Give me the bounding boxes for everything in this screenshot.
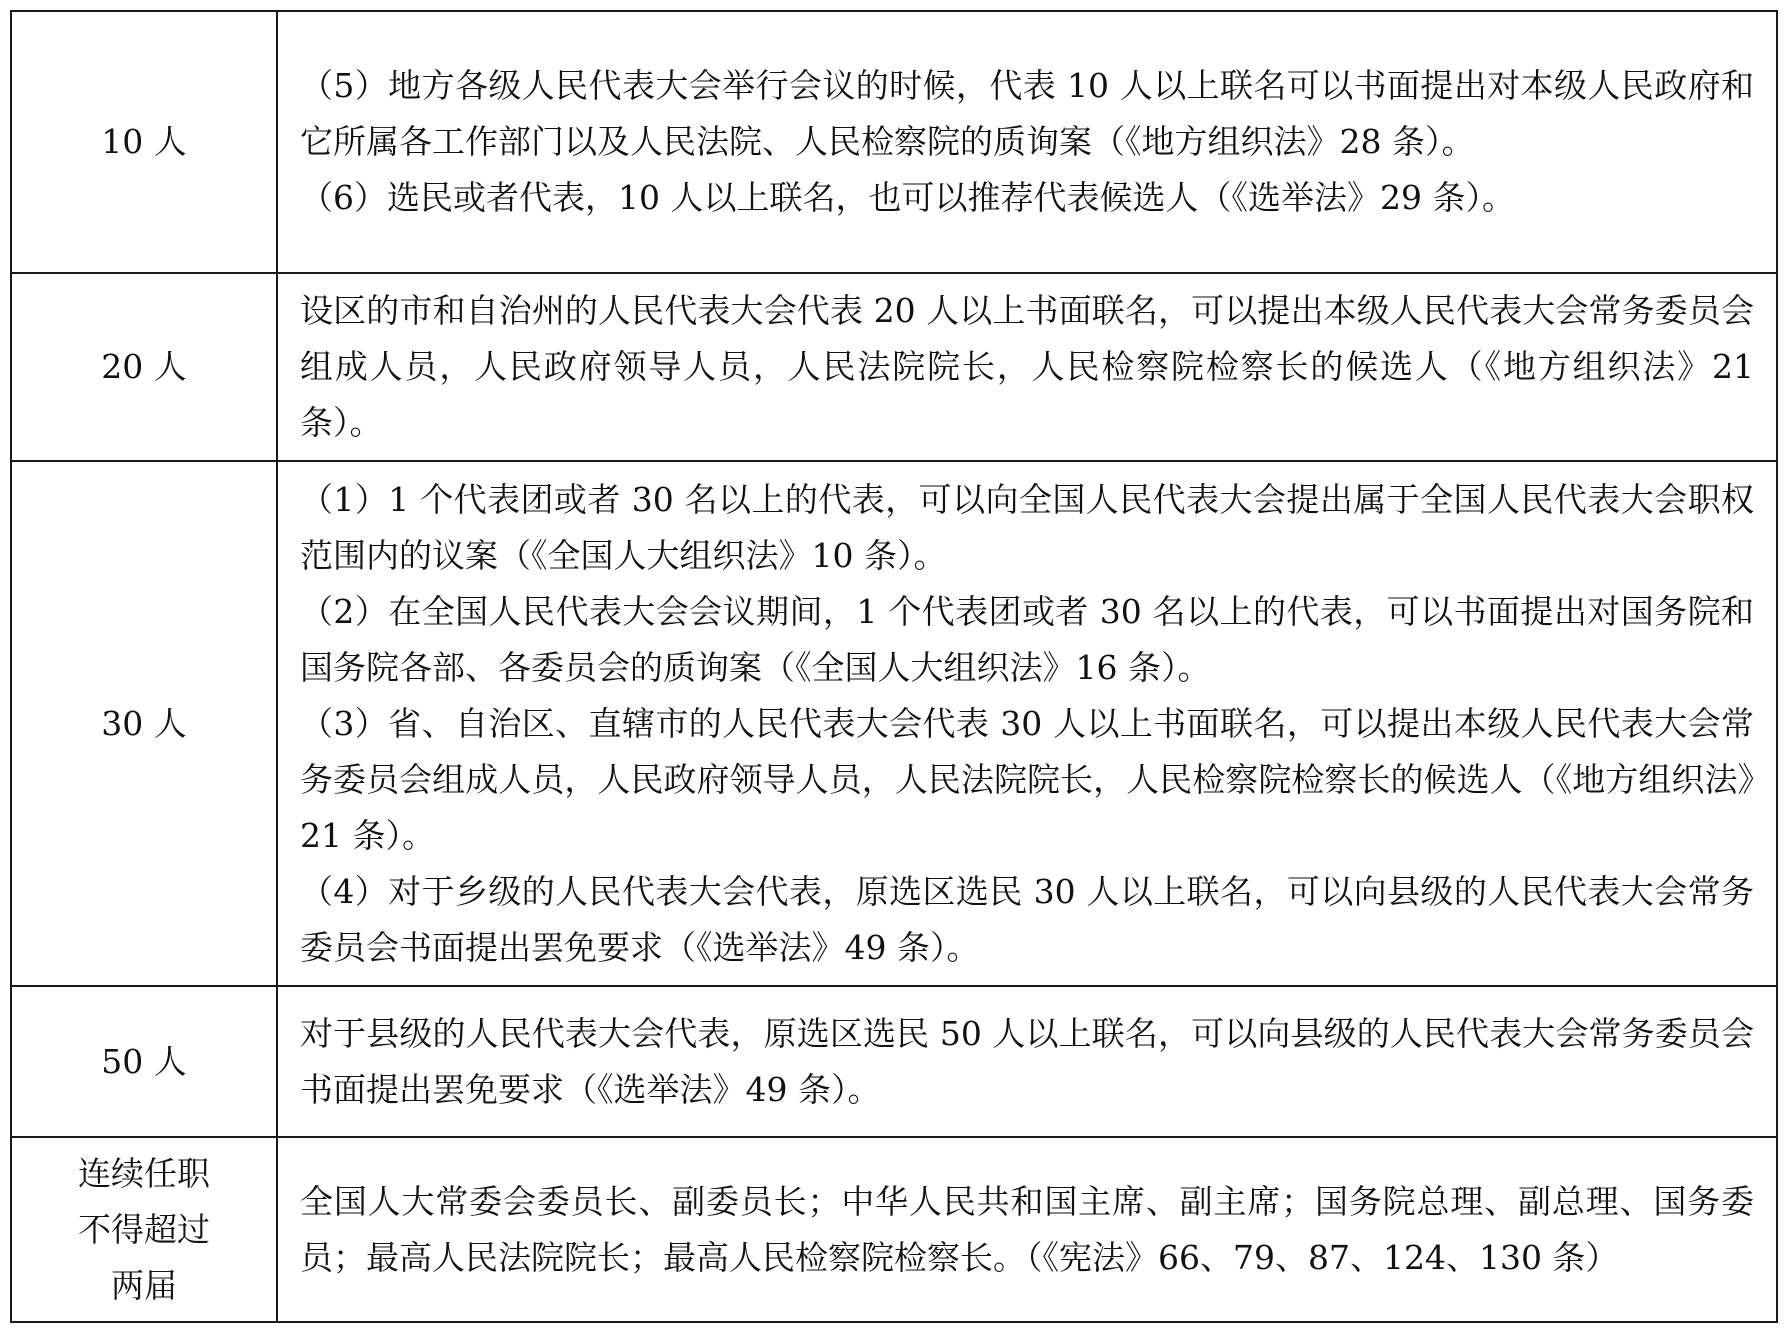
- content-cell: [277, 273, 1777, 461]
- term-limit-line: 不得超过: [78, 1209, 210, 1249]
- content-cell: [277, 1137, 1777, 1322]
- law-threshold-table: [10, 10, 1778, 1323]
- count-cell: 30 人: [11, 461, 277, 986]
- content-cell: [277, 11, 1777, 273]
- paragraph: （4）对于乡级的人民代表大会代表，原选区选民 30 人以上联名，可以向县级的人民代表大会常务委员会书面提出罢免要求（《选举法》49 条）。: [300, 871, 1754, 967]
- table-row: [11, 986, 1777, 1137]
- content-cell: [277, 461, 1777, 986]
- count-cell: 20 人: [11, 273, 277, 461]
- table-row: [11, 461, 1777, 986]
- paragraph: （5）地方各级人民代表大会举行会议的时候，代表 10 人以上联名可以书面提出对本级人民政府和它所属各工作部门以及人民法院、人民检察院的质询案（《地方组织法》28 条）。: [300, 66, 1754, 161]
- term-limit-cell: [11, 1137, 277, 1322]
- paragraph: （2）在全国人民代表大会会议期间，1 个代表团或者 30 名以上的代表，可以书面提出对国务院和国务院各部、各委员会的质询案（《全国人大组织法》16 条）。: [300, 591, 1754, 687]
- paragraph: （6）选民或者代表，10 人以上联名，也可以推荐代表候选人（《选举法》29 条）。: [300, 178, 1515, 217]
- content-cell: [277, 986, 1777, 1137]
- term-limit-line: 两届: [111, 1265, 177, 1305]
- paragraph: （3）省、自治区、直辖市的人民代表大会代表 30 人以上书面联名，可以提出本级人民代表大会常务委员会组成人员，人民政府领导人员，人民法院院长，人民检察院检察长的候选人（《地方组织法》21 条）。: [300, 703, 1754, 855]
- paragraph: 对于县级的人民代表大会代表，原选区选民 50 人以上联名，可以向县级的人民代表大会常务委员会书面提出罢免要求（《选举法》49 条）。: [300, 1013, 1754, 1109]
- table-row: [11, 11, 1777, 273]
- table-row: [11, 1137, 1777, 1322]
- table-row: [11, 273, 1777, 461]
- term-limit-line: 连续任职: [78, 1153, 210, 1193]
- paragraph: 全国人大常委会委员长、副委员长；中华人民共和国主席、副主席；国务院总理、副总理、国务委员；最高人民法院院长；最高人民检察院检察长。（《宪法》66、79、87、124、130 条）: [300, 1181, 1754, 1277]
- paragraph: 设区的市和自治州的人民代表大会代表 20 人以上书面联名，可以提出本级人民代表大会常务委员会组成人员，人民政府领导人员，人民法院院长，人民检察院检察长的候选人（《地方组织法》21 条）。: [300, 291, 1754, 442]
- paragraph: （1）1 个代表团或者 30 名以上的代表，可以向全国人民代表大会提出属于全国人民代表大会职权范围内的议案（《全国人大组织法》10 条）。: [300, 479, 1754, 575]
- count-cell: 50 人: [11, 986, 277, 1137]
- count-cell: 10 人: [11, 11, 277, 273]
